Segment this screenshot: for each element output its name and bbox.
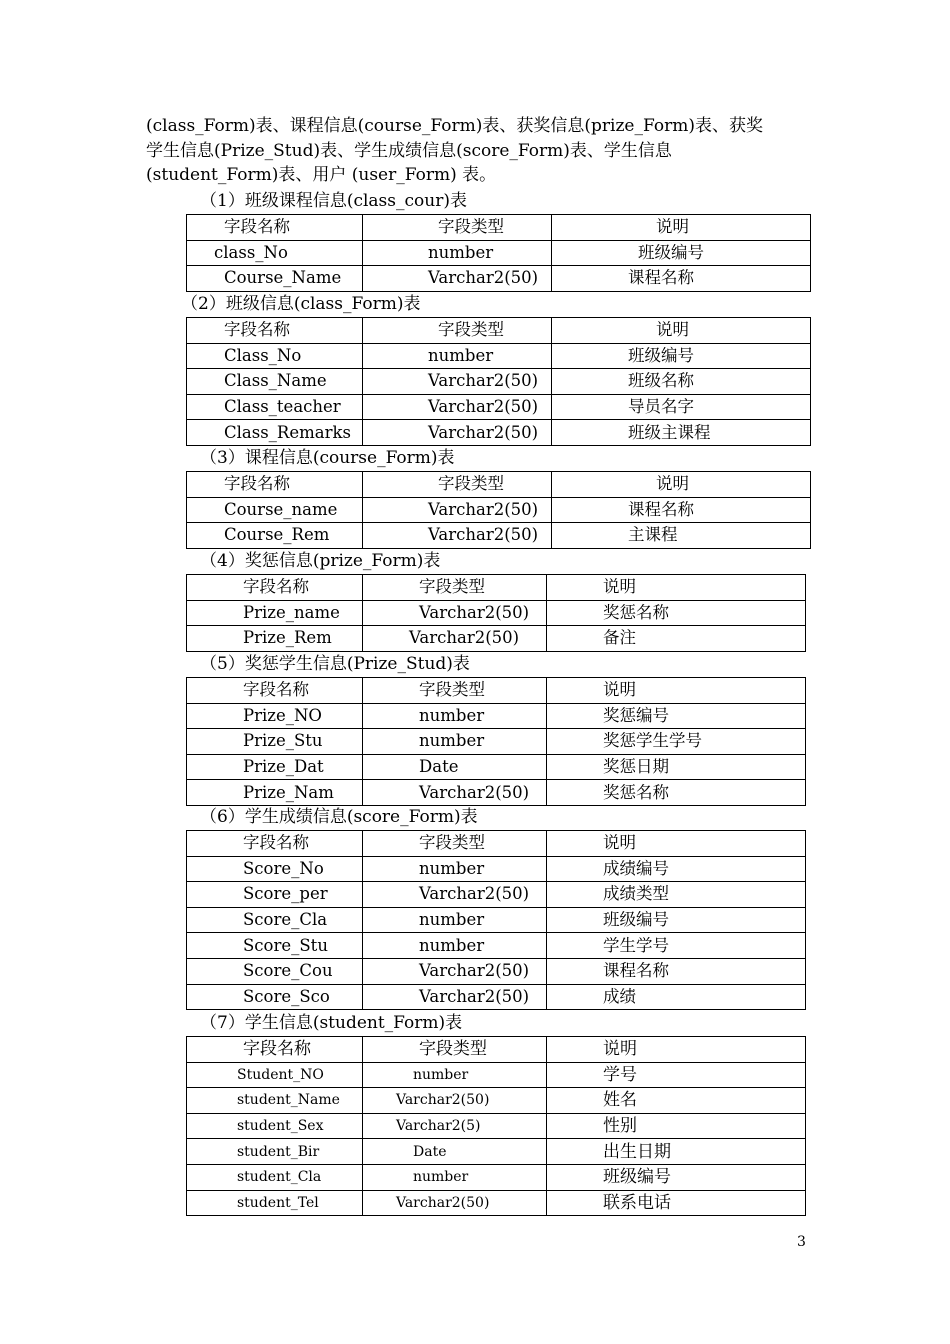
description-cell: 班级编号 — [552, 240, 811, 266]
header-cell: 说明 — [547, 1037, 806, 1063]
description-cell: 课程名称 — [552, 266, 811, 292]
description-cell: 成绩编号 — [547, 856, 806, 882]
field-type-cell: number — [363, 729, 547, 755]
header-cell: 说明 — [552, 472, 811, 498]
table-class-cour — [186, 214, 811, 292]
header-cell: 字段类型 — [363, 831, 547, 857]
field-name-cell: student_Name — [187, 1088, 363, 1114]
field-name-cell: Class_teacher — [187, 394, 363, 420]
field-name-cell: Score_Cou — [187, 958, 363, 984]
table-prize-form — [186, 574, 806, 652]
field-name-cell: Prize_Dat — [187, 754, 363, 780]
field-name-cell: Class_Name — [187, 369, 363, 395]
table-row — [187, 984, 806, 1010]
field-type-cell: Date — [363, 1139, 547, 1165]
table-row — [187, 369, 811, 395]
table-row — [187, 523, 811, 549]
header-cell: 字段类型 — [363, 215, 552, 241]
header-cell: 字段类型 — [363, 318, 552, 344]
table-row — [187, 394, 811, 420]
table-prize-stud — [186, 677, 806, 806]
table-row — [187, 1113, 806, 1139]
field-name-cell: student_Bir — [187, 1139, 363, 1165]
table-row — [187, 240, 811, 266]
field-name-cell: Course_Rem — [187, 523, 363, 549]
field-type-cell: Varchar2(50) — [363, 882, 547, 908]
table-caption-course-form: （3）课程信息(course_Form)表 — [200, 448, 455, 468]
table-row — [187, 882, 806, 908]
header-cell: 字段名称 — [187, 472, 363, 498]
table-row — [187, 856, 806, 882]
table-header-row — [187, 831, 806, 857]
field-name-cell: Prize_NO — [187, 703, 363, 729]
description-cell: 成绩 — [547, 984, 806, 1010]
description-cell: 奖惩名称 — [547, 780, 806, 806]
field-type-cell: number — [363, 1164, 547, 1190]
description-cell: 奖惩编号 — [547, 703, 806, 729]
intro-line: 学生信息(Prize_Stud)表、学生成绩信息(score_Form)表、学生信息 — [146, 140, 672, 161]
description-cell: 性别 — [547, 1113, 806, 1139]
table-score-form — [186, 830, 806, 1010]
table-row — [187, 420, 811, 446]
table-header-row — [187, 1037, 806, 1063]
field-name-cell: Prize_Rem — [187, 626, 363, 652]
intro-line: (student_Form)表、用户 (user_Form) 表。 — [146, 165, 497, 185]
field-name-cell: Score_No — [187, 856, 363, 882]
header-cell: 说明 — [547, 831, 806, 857]
field-name-cell: student_Cla — [187, 1164, 363, 1190]
description-cell: 出生日期 — [547, 1139, 806, 1165]
header-cell: 说明 — [552, 318, 811, 344]
field-type-cell: Varchar2(50) — [363, 1088, 547, 1114]
field-type-cell: Varchar2(50) — [363, 394, 552, 420]
field-type-cell: Varchar2(50) — [363, 497, 552, 523]
field-name-cell: Course_name — [187, 497, 363, 523]
field-name-cell: Class_Remarks — [187, 420, 363, 446]
description-cell: 奖惩学生学号 — [547, 729, 806, 755]
description-cell: 班级名称 — [552, 369, 811, 395]
field-name-cell: student_Tel — [187, 1190, 363, 1216]
table-caption-prize-stud: （5）奖惩学生信息(Prize_Stud)表 — [200, 654, 470, 674]
description-cell: 学生学号 — [547, 933, 806, 959]
header-cell: 说明 — [547, 575, 806, 601]
description-cell: 班级编号 — [547, 1164, 806, 1190]
field-name-cell: Score_Sco — [187, 984, 363, 1010]
table-caption-score-form: （6）学生成绩信息(score_Form)表 — [200, 807, 478, 827]
field-name-cell: class_No — [187, 240, 363, 266]
field-name-cell: Score_Cla — [187, 907, 363, 933]
table-header-row — [187, 575, 806, 601]
field-type-cell: number — [363, 240, 552, 266]
description-cell: 导员名字 — [552, 394, 811, 420]
page-number: 3 — [797, 1234, 806, 1250]
header-cell: 字段类型 — [363, 472, 552, 498]
field-type-cell: number — [363, 703, 547, 729]
header-cell: 字段名称 — [187, 318, 363, 344]
field-type-cell: Varchar2(50) — [363, 626, 547, 652]
description-cell: 课程名称 — [547, 958, 806, 984]
field-name-cell: Score_Stu — [187, 933, 363, 959]
description-cell: 备注 — [547, 626, 806, 652]
table-row — [187, 343, 811, 369]
field-type-cell: Varchar2(5) — [363, 1113, 547, 1139]
table-row — [187, 600, 806, 626]
table-row — [187, 703, 806, 729]
header-cell: 字段类型 — [363, 678, 547, 704]
table-row — [187, 729, 806, 755]
table-caption-class-cour: （1）班级课程信息(class_cour)表 — [200, 191, 467, 211]
field-type-cell: number — [363, 1062, 547, 1088]
description-cell: 班级编号 — [552, 343, 811, 369]
description-cell: 联系电话 — [547, 1190, 806, 1216]
table-caption-class-form: （2）班级信息(class_Form)表 — [181, 294, 421, 314]
field-type-cell: Varchar2(50) — [363, 600, 547, 626]
field-name-cell: Class_No — [187, 343, 363, 369]
table-row — [187, 754, 806, 780]
field-type-cell: number — [363, 907, 547, 933]
description-cell: 奖惩名称 — [547, 600, 806, 626]
field-name-cell: Course_Name — [187, 266, 363, 292]
table-caption-student-form: （7）学生信息(student_Form)表 — [200, 1013, 463, 1033]
table-student-form — [186, 1036, 806, 1216]
table-class-form — [186, 317, 811, 446]
header-cell: 字段名称 — [187, 575, 363, 601]
intro-line: (class_Form)表、课程信息(course_Form)表、获奖信息(prize_Form)表、获奖 — [146, 116, 763, 136]
header-cell: 字段名称 — [187, 1037, 363, 1063]
header-cell: 字段名称 — [187, 678, 363, 704]
table-header-row — [187, 215, 811, 241]
field-type-cell: Varchar2(50) — [363, 1190, 547, 1216]
field-type-cell: Varchar2(50) — [363, 266, 552, 292]
field-name-cell: Prize_name — [187, 600, 363, 626]
table-row — [187, 907, 806, 933]
description-cell: 主课程 — [552, 523, 811, 549]
header-cell: 字段名称 — [187, 831, 363, 857]
header-cell: 说明 — [552, 215, 811, 241]
description-cell: 姓名 — [547, 1088, 806, 1114]
field-name-cell: Prize_Nam — [187, 780, 363, 806]
table-header-row — [187, 472, 811, 498]
header-cell: 字段类型 — [363, 1037, 547, 1063]
field-type-cell: Varchar2(50) — [363, 780, 547, 806]
field-type-cell: Date — [363, 754, 547, 780]
table-row — [187, 1190, 806, 1216]
table-course-form — [186, 471, 811, 549]
table-row — [187, 933, 806, 959]
header-cell: 字段名称 — [187, 215, 363, 241]
header-cell: 说明 — [547, 678, 806, 704]
table-header-row — [187, 318, 811, 344]
field-name-cell: Prize_Stu — [187, 729, 363, 755]
table-row — [187, 1062, 806, 1088]
field-name-cell: Score_per — [187, 882, 363, 908]
description-cell: 班级主课程 — [552, 420, 811, 446]
field-type-cell: Varchar2(50) — [363, 420, 552, 446]
table-row — [187, 626, 806, 652]
description-cell: 课程名称 — [552, 497, 811, 523]
table-row — [187, 958, 806, 984]
description-cell: 班级编号 — [547, 907, 806, 933]
field-name-cell: Student_NO — [187, 1062, 363, 1088]
header-cell: 字段类型 — [363, 575, 547, 601]
table-row — [187, 266, 811, 292]
table-caption-prize-form: （4）奖惩信息(prize_Form)表 — [200, 551, 441, 571]
table-row — [187, 780, 806, 806]
field-type-cell: number — [363, 343, 552, 369]
table-header-row — [187, 678, 806, 704]
field-type-cell: Varchar2(50) — [363, 984, 547, 1010]
field-name-cell: student_Sex — [187, 1113, 363, 1139]
field-type-cell: Varchar2(50) — [363, 958, 547, 984]
table-row — [187, 1088, 806, 1114]
description-cell: 奖惩日期 — [547, 754, 806, 780]
table-row — [187, 1164, 806, 1190]
field-type-cell: number — [363, 856, 547, 882]
field-type-cell: Varchar2(50) — [363, 523, 552, 549]
field-type-cell: Varchar2(50) — [363, 369, 552, 395]
table-row — [187, 1139, 806, 1165]
field-type-cell: number — [363, 933, 547, 959]
description-cell: 学号 — [547, 1062, 806, 1088]
table-row — [187, 497, 811, 523]
description-cell: 成绩类型 — [547, 882, 806, 908]
intro-paragraph — [146, 114, 826, 188]
